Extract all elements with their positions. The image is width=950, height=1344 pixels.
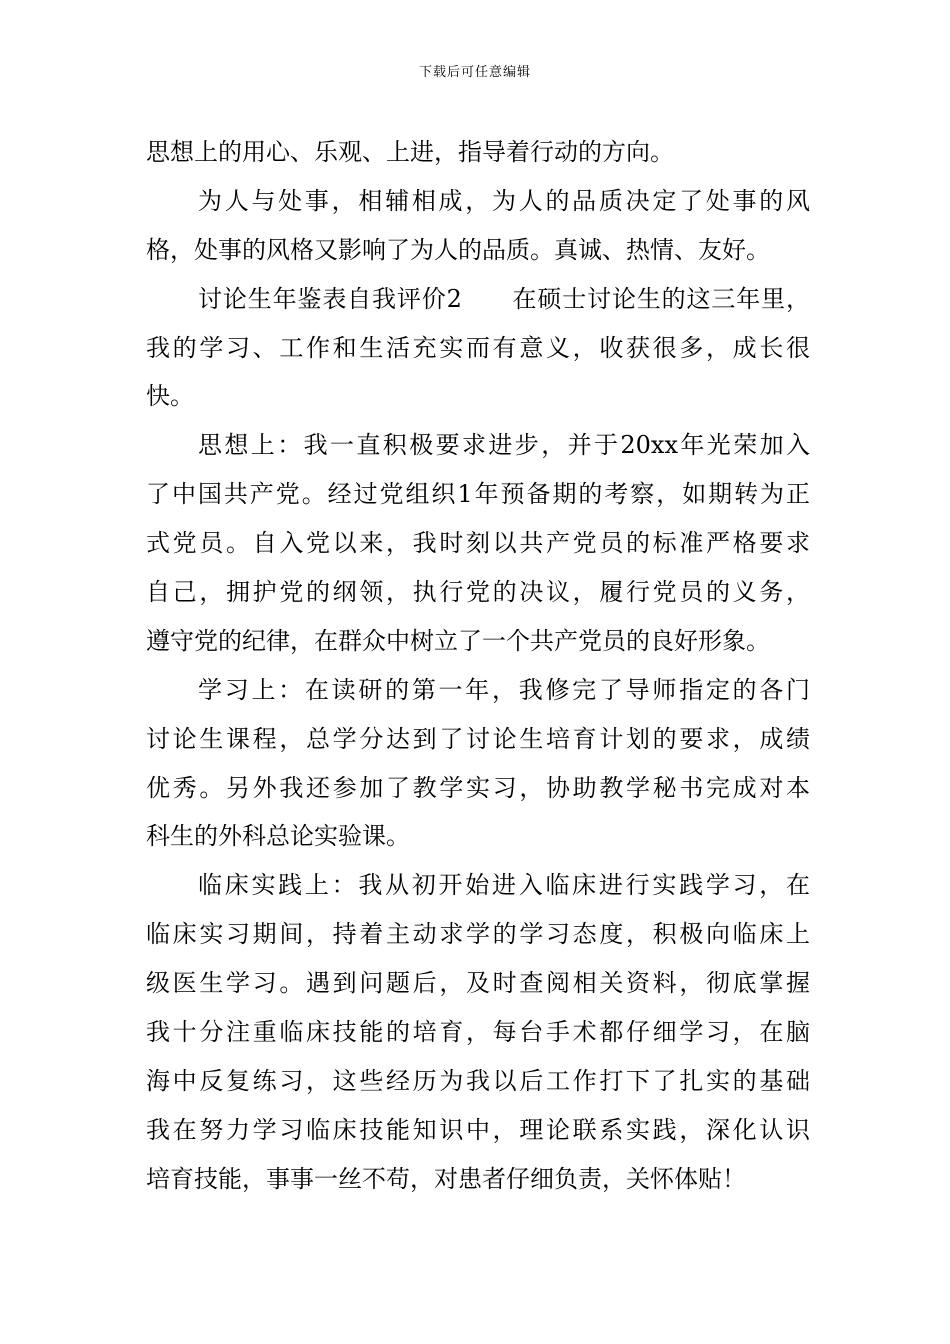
page-header-note: 下载后可任意编辑	[418, 65, 531, 80]
text-line: 式党员。自入党以来，我时刻以共产党员的标准严格要求	[146, 529, 810, 558]
text-line: 遵守党的纪律，在群众中树立了一个共产党员的良好形象。	[146, 626, 770, 655]
text-line: 格，处事的风格又影响了为人的品质。真诚、热情、友好。	[146, 235, 770, 264]
text-line: 自己，拥护党的纲领，执行党的决议，履行党员的义务，	[146, 578, 810, 607]
text-line: 学习上：在读研的第一年，我修完了导师指定的各门	[198, 675, 810, 704]
text-line: 海中反复练习，这些经历为我以后工作打下了扎实的基础	[146, 1066, 810, 1095]
text-line: 培育技能，事事一丝不苟，对患者仔细负责，关怀体贴！	[146, 1164, 746, 1193]
text-line: 讨论生课程，总学分达到了讨论生培育计划的要求，成绩	[146, 724, 810, 753]
text-line: 我在努力学习临床技能知识中，理论联系实践，深化认识	[146, 1115, 810, 1144]
text-line: 临床实习期间，持着主动求学的学习态度，积极向临床上	[146, 920, 810, 949]
text-line: 临床实践上：我从初开始进入临床进行实践学习，在	[198, 871, 810, 900]
text-line: 我的学习、工作和生活充实而有意义，收获很多，成长很	[146, 333, 810, 362]
text-line: 优秀。另外我还参加了教学实习，协助教学秘书完成对本	[146, 773, 810, 802]
text-line: 级医生学习。遇到问题后，及时查阅相关资料，彻底掌握	[146, 969, 810, 998]
text-line: 讨论生年鉴表自我评价2 在硕士讨论生的这三年里，	[198, 284, 810, 313]
text-line: 思想上的用心、乐观、上进，指导着行动的方向。	[146, 138, 674, 166]
document-body	[146, 128, 810, 1204]
text-line: 了中国共产党。经过党组织1年预备期的考察，如期转为正	[146, 480, 810, 509]
text-line: 为人与处事，相辅相成，为人的品质决定了处事的风	[198, 186, 810, 215]
text-line: 科生的外科总论实验课。	[146, 822, 410, 851]
text-line: 我十分注重临床技能的培育，每台手术都仔细学习，在脑	[146, 1018, 810, 1047]
text-line: 快。	[146, 382, 194, 411]
text-line: 思想上：我一直积极要求进步，并于20xx年光荣加入	[198, 431, 810, 460]
